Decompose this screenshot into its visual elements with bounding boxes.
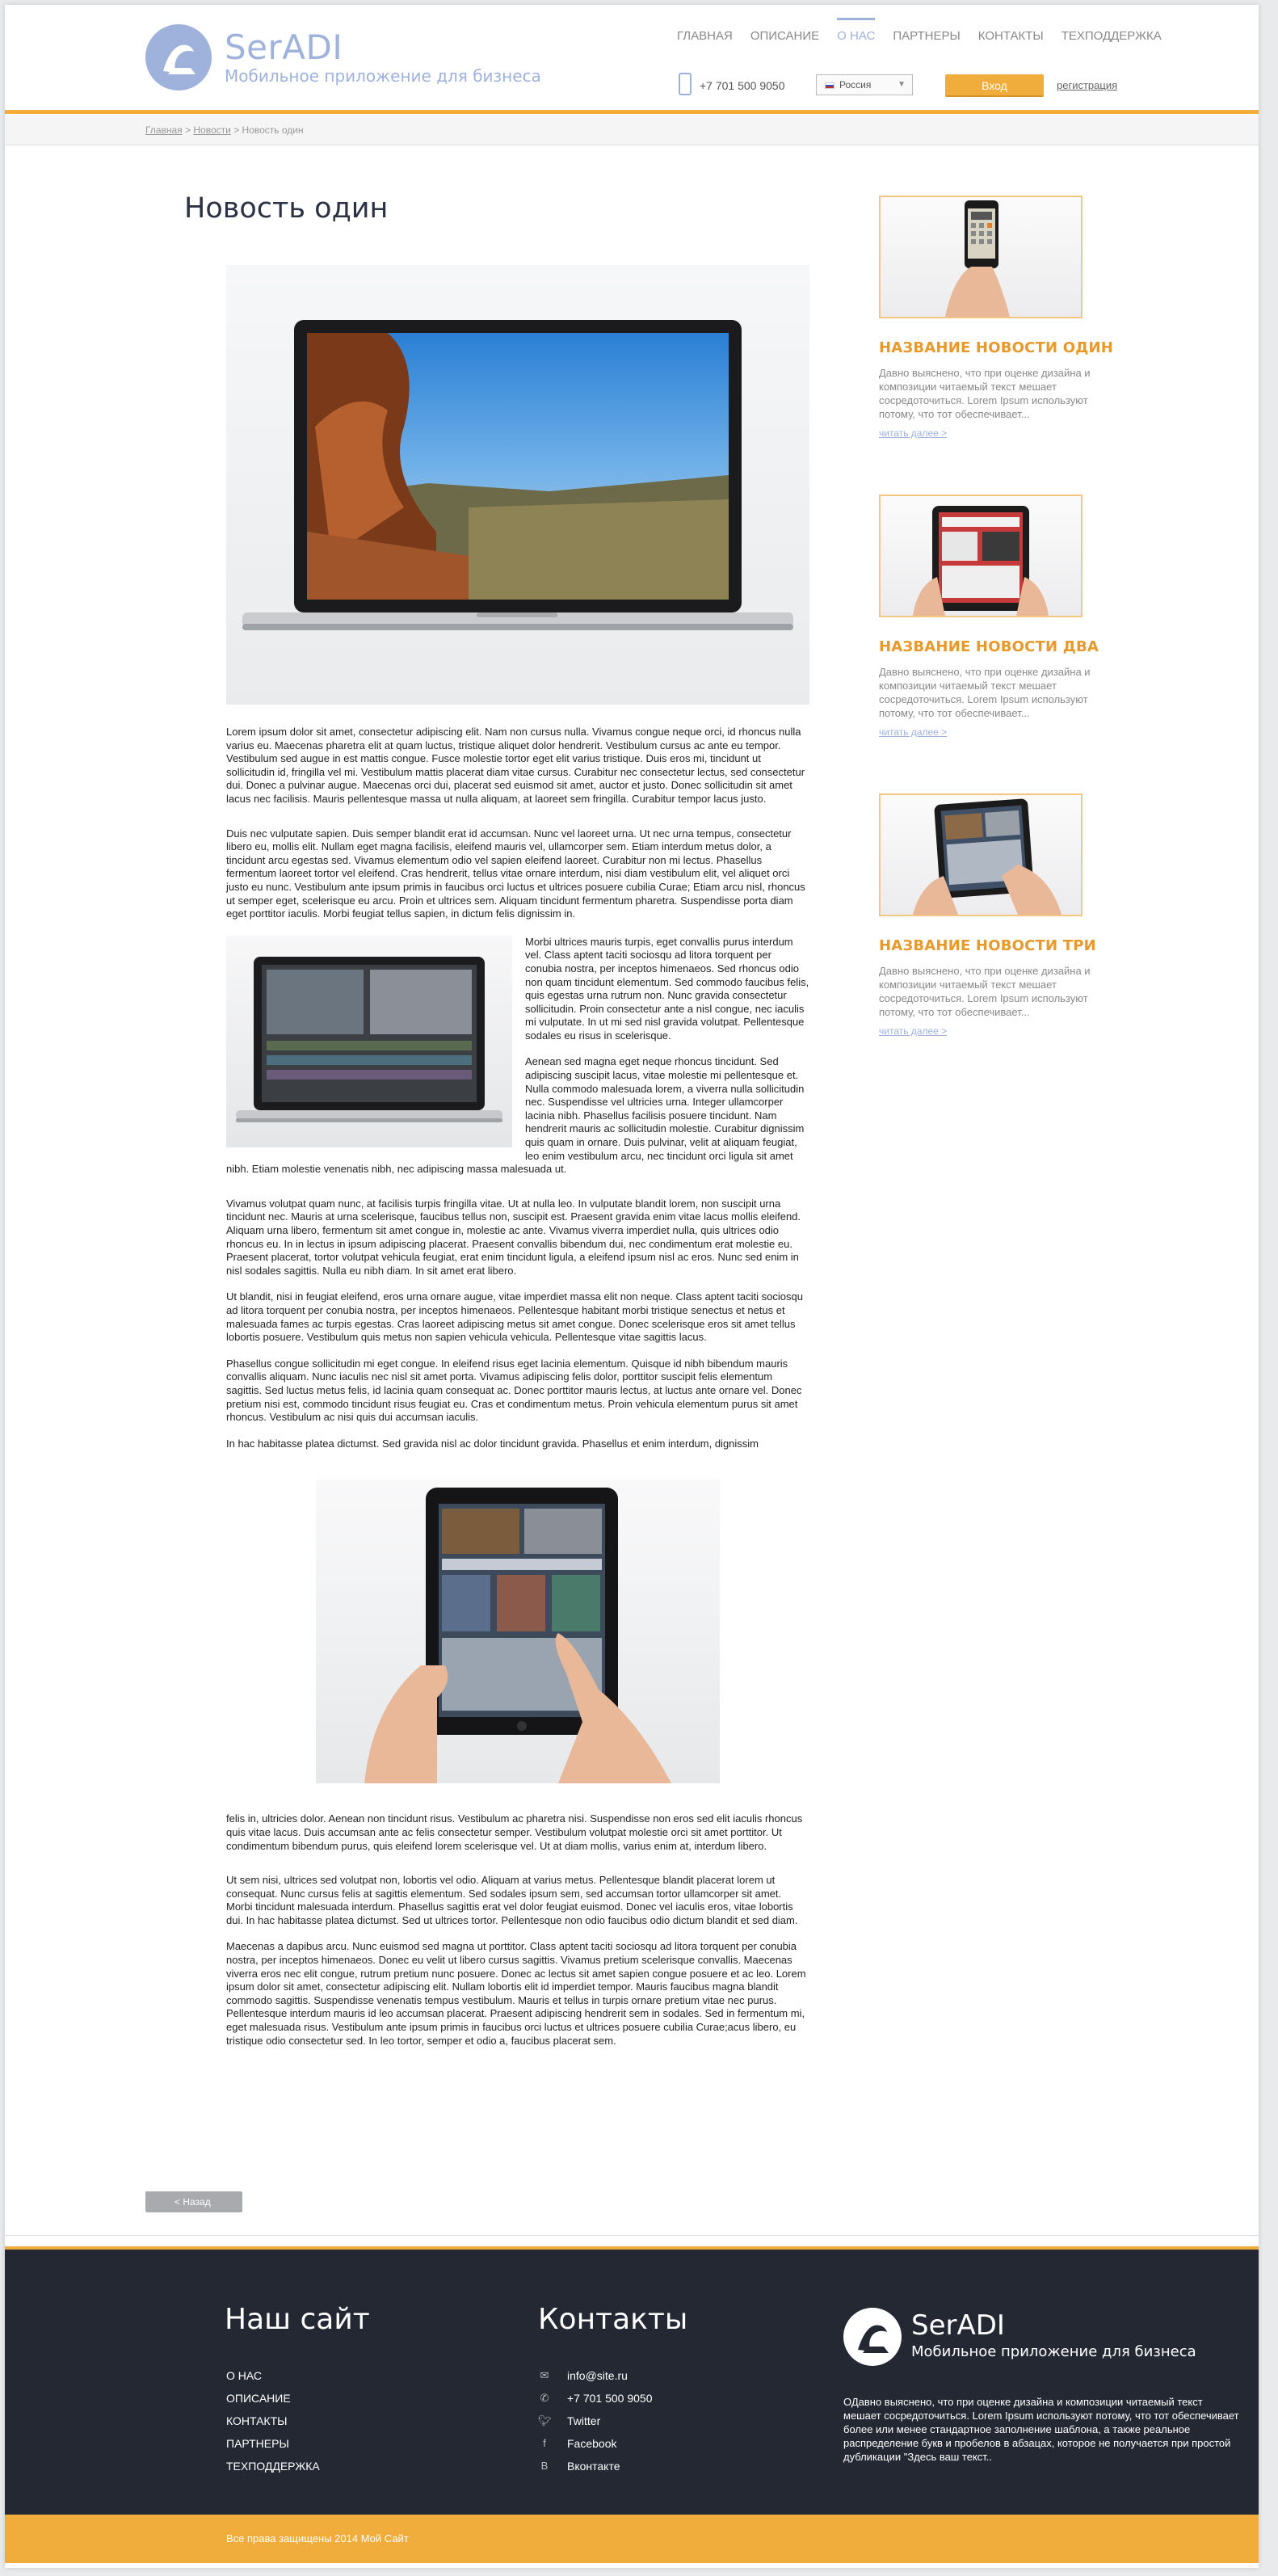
breadcrumb-separator: > <box>233 124 240 136</box>
footer-link[interactable]: О НАС <box>226 2369 263 2382</box>
contact-phone-text: +7 701 500 9050 <box>567 2392 653 2405</box>
header-divider <box>5 110 1259 114</box>
breadcrumb <box>145 124 304 136</box>
laptop-video-image <box>226 936 512 1147</box>
article-paragraph: Morbi ultrices mauris turpis, eget convallis purus interdum vel. Class aptent taciti sociosqu ad litora torquent per conubia nostra, per inceptos himenaeos. Sed rhoncus odio non quam tincidunt elementum. Sed commodo faucibus felis, quis egestas urna rutrum non. Nunc gravida consectetur sollicitudin. Proin consectetur ante a nisl congue, nec iaculis mi vulputate. In ut mi sed nisl gravida volutpat. Pellentesque sodales eu risus in scelerisque. <box>525 935 809 1042</box>
footer-links <box>226 2369 320 2482</box>
article-paragraph: Maecenas a dapibus arcu. Nunc euismod sed magna ut porttitor. Class aptent taciti sociosqu ad litora torquent per conubia nostra, per inceptos himenaeos. Donec eu velit ut libero cursus sagittis. Vivamus pretium scelerisque convallis. Maecenas viverra eros nec elit congue, rutrum pretium nunc posuere. Donec ac lectus sit amet sapien congue posuere et ac leo. Lorem ipsum dolor sit amet, consectetur adipiscing elit. Nullam lobortis elit id imperdiet tempor. Mauris faucibus magna blandit commodo sagittis. Suspendisse venenatis tempus vestibulum. Mauris et tellus in turpis ornare pretium vitae nec purus. Pellentesque interdum mauris id leo accumsan placerat. Praesent adipiscing hendrerit sem in sodales. Sed in fermentum mi, eget malesuada risus. Vestibulum ante ipsum primis in faucibus orci luctus et ultrices posuere cubilia Curae;acus libero, eu tristique odio consectetur sed. In leo tortor, semper et odio a, faucibus placerat sem. <box>226 1940 806 2047</box>
footer-link[interactable]: ТЕХПОДДЕРЖКА <box>226 2460 320 2473</box>
tablet-image <box>316 1480 720 1783</box>
news-excerpt: Давно выяснено, что при оценке дизайна и композиции читаемый текст мешает сосредоточиться. Lorem Ipsum используют потому, что тот обеспечивает... <box>879 666 1091 719</box>
news-title[interactable]: НАЗВАНИЕ НОВОСТИ ОДИН <box>879 339 1113 356</box>
nav-home[interactable]: ГЛАВНАЯ <box>677 29 733 43</box>
contact-vk-text: Вконтакте <box>567 2460 620 2473</box>
logo-icon[interactable] <box>145 24 212 90</box>
news-title[interactable]: НАЗВАНИЕ НОВОСТИ ТРИ <box>879 937 1096 954</box>
main-nav <box>677 26 1179 43</box>
contact-email-text: info@site.ru <box>567 2369 628 2382</box>
contact-twitter-text: Twitter <box>567 2414 601 2427</box>
sidebar-news-item <box>879 495 1113 738</box>
contact-facebook-text: Facebook <box>567 2437 617 2450</box>
language-value: Россия <box>839 79 872 90</box>
contact-facebook[interactable] <box>538 2437 653 2450</box>
footer-link[interactable]: ОПИСАНИЕ <box>226 2392 291 2405</box>
twitter-icon: 🐦︎ <box>538 2414 552 2427</box>
back-button[interactable]: < Назад <box>145 2191 242 2212</box>
site-footer <box>5 2250 1259 2515</box>
login-button[interactable]: Вход <box>945 74 1044 97</box>
laptop-image <box>226 265 809 705</box>
nav-description[interactable]: ОПИСАНИЕ <box>750 29 820 43</box>
news-thumbnail[interactable] <box>879 196 1083 318</box>
contact-twitter[interactable] <box>538 2414 653 2427</box>
breadcrumb-separator: > <box>185 124 191 136</box>
nav-partners[interactable]: ПАРТНЕРЫ <box>893 29 961 43</box>
breadcrumb-news[interactable]: Новости <box>193 124 231 136</box>
nav-contacts[interactable]: КОНТАКТЫ <box>977 29 1044 43</box>
article-paragraph: felis in, ultricies dolor. Aenean non tincidunt risus. Vestibulum ac pharetra nisi. Suspendisse non eros sed elit iaculis rhoncus quis vitae lacus. Duis accumsan ante ac felis consectetur semper. Vestibulum volutpat molestie orci sit amet porttitor. Ut condimentum bibendum purus, quis eleifend lorem scelerisque vel. Ut at diam mollis, varius enim at, interdum libero. <box>226 1812 803 1852</box>
article-paragraph: Aenean sed magna eget neque rhoncus tincidunt. Sed adipiscing suscipit lacus, vitae molestie mi pellentesque et. Nulla commodo malesuada lorem, a viverra nulla sollicitudin nec. Suspendisse vel ultricies urna. Integer ullamcorper lacinia nibh. Phasellus facilisis posuere tincidunt. Nam hendrerit mauris ac sollicitudin molestie. Curabitur dignissim quis quam in ornare. Duis pulvinar, velit at aliquam feugiat, leo enim vestibulum arcu, nec tincidunt orci ligula sit amet nibh. Etiam molestie venenatis nibh, nec adipiscing massa malesuada ut. <box>226 1055 805 1176</box>
phone-icon: ✆ <box>540 2392 549 2404</box>
facebook-icon: f <box>543 2437 546 2449</box>
article-paragraph: Ut blandit, nisi in feugiat eleifend, eros urna ornare augue, vitae imperdiet massa elit non neque. Class aptent taciti sociosqu ad litora torquent per conubia nostra, per inceptos himenaeos. Pellentesque habitant morbi tristique senectus et netus et malesuada fames ac turpis egestas. Cras laoreet adipiscing metus sit amet congue. Donec scelerisque eros sit amet tellus lobortis posuere. Vestibulum quis metus non sapien vehicula vehicula. Pellentesque vitae sagittis lacus. <box>226 1290 803 1344</box>
news-excerpt: Давно выяснено, что при оценке дизайна и композиции читаемый текст мешает сосредоточиться. Lorem Ipsum используют потому, что тот обеспечивает... <box>879 965 1091 1018</box>
news-thumbnail[interactable] <box>879 495 1083 617</box>
logo-subtitle: Мобильное приложение для бизнеса <box>225 66 541 86</box>
read-more-link[interactable]: читать далее > <box>879 1025 948 1037</box>
logo-title[interactable]: SerADI <box>225 27 343 67</box>
register-link[interactable]: регистрация <box>1057 79 1118 91</box>
footer-logo-title: SerADI <box>911 2309 1005 2342</box>
nav-support[interactable]: ТЕХПОДДЕРЖКА <box>1061 29 1162 43</box>
article-paragraph: Lorem ipsum dolor sit amet, consectetur adipiscing elit. Nam non cursus nulla. Vivamus congue neque orci, id rhoncus nulla varius eu. Maecenas pharetra elit at quam luctus, tristique aliquet dolor hendrerit. Vestibulum cursus ac ante eu tempor. Vestibulum sed augue in est mattis congue. Fusce molestie tortor eget elit varius tristique. Duis eros mi, tincidunt ut sollicitudin id, fringilla vel mi. Vestibulum mattis placerat diam vitae cursus. Curabitur nec consectetur lectus, sed consectetur dui. Donec a pulvinar augue. Maecenas orci dui, placerat sed euismod sit amet, auctor et justo. Donec sollicitudin sit amet lacus nec facilisis. Mauris pellentesque massa ut nulla aliquam, at laoreet sem fringilla. Curabitur tempor lacus justo. <box>226 726 805 805</box>
chevron-down-icon: ▼ <box>898 80 906 89</box>
sidebar-news-item <box>879 196 1113 439</box>
article-paragraph: Duis nec vulputate sapien. Duis semper blandit erat id accumsan. Nunc vel laoreet urna. Ut nec urna tempus, consectetur libero eu, mollis elit. Nullam eget magna facilisis, eleifend mauris vel, ullamcorper sem. Etiam interdum metus dolor, a tincidunt arcu egestas sed. Vivamus elementum odio vel sapien eleifend laoreet. Curabitur non mi lectus. Phasellus fermentum laoreet tortor vel eleifend. Cras hendrerit, tellus vitae ornare interdum, nisi diam vestibulum elit, vel aliquet orci justo eu nunc. Vestibulum ante ipsum primis in faucibus orci luctus et ultrices posuere cubilia Curae; Etiam arcu nisl, rhoncus ut semper eget, scelerisque eu arcu. Proin et ultrices sem. Aliquam tincidunt fermentum pharetra. Suspendisse porta diam eget porttitor iaculis. Morbi feugiat tellus sapien, in dictum felis dignissim in. <box>226 827 805 920</box>
breadcrumb-home[interactable]: Главная <box>145 124 183 136</box>
nav-about[interactable]: О НАС <box>837 26 875 43</box>
header-phone: +7 701 500 9050 <box>700 79 785 92</box>
article-paragraph: Vivamus volutpat quam nunc, at facilisis turpis fringilla vitae. Ut at nulla leo. In vulputate blandit lorem, non suscipit urna tincidunt nec. Mauris at urna scelerisque, faucibus tellus non, suscipit est. Praesent gravida enim vitae lacus mollis eleifend. Aliquam urna libero, fermentum sit amet congue in, molestie ac ante. Vivamus viverra imperdiet nulla, quis ultrices odio rhoncus eu. In in lectus in ipsum adipiscing placerat. Praesent convallis bibendum dui, nec condimentum erat molestie eu. Praesent placerat, tortor volutpat vehicula feugiat, erat enim tincidunt ligula, a eleifend ipsum nisl ac eros. Nunc sed enim in nisl sodales sagittis. Nulla eu nibh diam. In sit amet erat libero. <box>226 1197 801 1277</box>
copyright-bar <box>5 2515 1259 2563</box>
footer-logo-subtitle: Мобильное приложение для бизнеса <box>911 2343 1196 2360</box>
breadcrumb-current: Новость один <box>242 124 304 136</box>
contact-vk[interactable] <box>538 2460 653 2473</box>
content-divider <box>5 2235 1259 2236</box>
footer-link[interactable]: КОНТАКТЫ <box>226 2414 288 2427</box>
footer-link[interactable]: ПАРТНЕРЫ <box>226 2437 289 2450</box>
site-header <box>5 5 1259 112</box>
footer-contacts-title: Контакты <box>538 2303 688 2336</box>
news-excerpt: Давно выяснено, что при оценке дизайна и композиции читаемый текст мешает сосредоточиться. Lorem Ipsum используют потому, что тот обеспечивает... <box>879 367 1091 420</box>
article-body <box>226 265 809 2048</box>
article-inline-block <box>226 936 809 1176</box>
footer-site-title: Наш сайт <box>225 2303 370 2336</box>
vk-icon: B <box>540 2460 549 2472</box>
breadcrumb-bar <box>5 115 1259 145</box>
news-thumbnail[interactable] <box>879 793 1083 916</box>
footer-about-text: ОДавно выяснено, что при оценке дизайна и композиции читаемый текст мешает сосредоточиться. Lorem Ipsum используют потому, что тот обеспечивает более или менее стандартное заполнение шаблона, а также реальное распределение букв и пробелов в абзацах, которое не получается при простой дубликации "Здесь ваш текст.. <box>843 2396 1239 2463</box>
read-more-link[interactable]: читать далее > <box>879 427 948 439</box>
envelope-icon: ✉ <box>540 2369 549 2381</box>
sidebar-news-item <box>879 793 1113 1037</box>
russia-flag-icon <box>825 82 834 89</box>
footer-logo-icon[interactable] <box>843 2308 902 2366</box>
contact-email[interactable] <box>538 2369 653 2382</box>
footer-contacts <box>538 2369 653 2482</box>
page <box>5 5 1259 2568</box>
article-paragraph: In hac habitasse platea dictumst. Sed gravida nisl ac dolor tincidunt gravida. Phasellus et enim interdum, dignissim <box>226 1437 759 1450</box>
news-title[interactable]: НАЗВАНИЕ НОВОСТИ ДВА <box>879 638 1099 655</box>
read-more-link[interactable]: читать далее > <box>879 726 948 738</box>
language-select[interactable] <box>816 74 913 95</box>
contact-phone[interactable] <box>538 2392 653 2405</box>
article-paragraph: Ut sem nisi, ultrices sed volutpat non, lobortis vel odio. Aliquam at varius metus. Pellentesque blandit placerat lorem ut consequat. Nunc cursus felis at sagittis elementum. Sed sodales ipsum sem, sed accumsan tortor ullamcorper sit amet. Morbi tincidunt malesuada interdum. Phasellus sagittis erat vel dolor feugiat euismod. Donec vel iaculis eros, vitae lobortis dui. In hac habitasse platea dictumst. Sed ut ultrices tortor. Pellentesque non odio faucibus odio dictum blandit et sed diam. <box>226 1874 798 1926</box>
phone-icon <box>679 73 692 95</box>
copyright-text: Все права защищены 2014 Мой Сайт <box>226 2532 409 2544</box>
article-paragraph: Phasellus congue sollicitudin mi eget congue. In eleifend risus eget lacinia elementum. Quisque id nibh bibendum mauris convallis aliquam. Nunc iaculis nec nisl sit amet porta. Vivamus adipiscing felis dolor, porttitor suscipit felis elementum sagittis. Sed luctus metus felis, id lacinia quam consequat ac. Donec porttitor mauris lectus, at luctus ante ornare vel. Donec pretium nisi est, commodo tincidunt risus feugiat eu. Cras et condimentum metus. Proin vehicula elementum purus sit amet rhoncus. Vestibulum ac nisi quis dui accumsan iaculis. <box>226 1357 802 1424</box>
page-title: Новость один <box>184 192 389 225</box>
